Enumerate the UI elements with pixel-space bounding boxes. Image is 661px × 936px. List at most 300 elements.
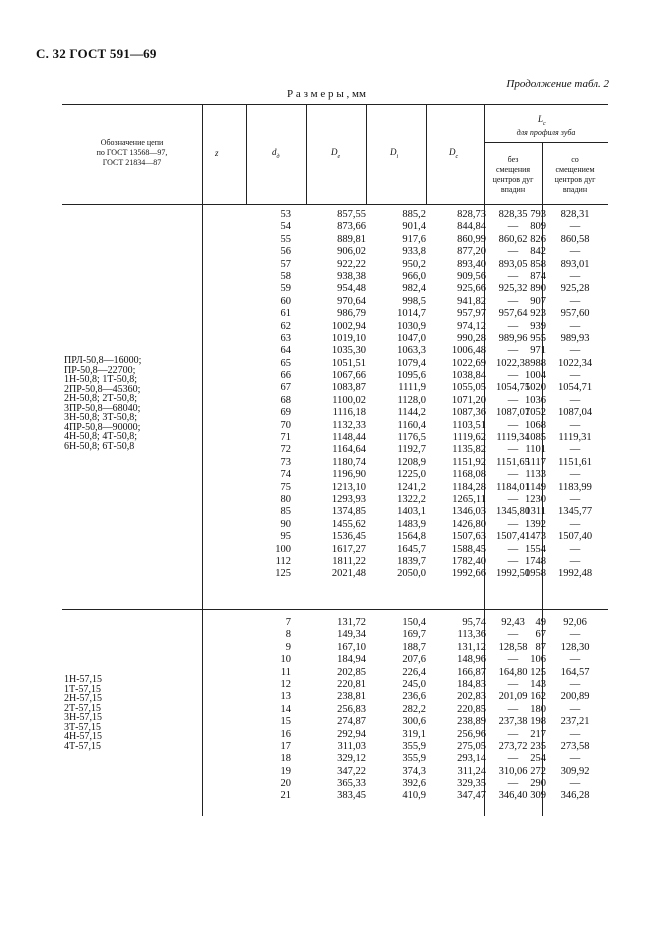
z-cell: 72 xyxy=(280,444,291,456)
l-with-shift-cell: — xyxy=(569,753,581,765)
d-cell: 1196,90 xyxy=(332,469,366,481)
dc-cell: 235 xyxy=(530,740,546,752)
da-cell: 1564,8 xyxy=(397,531,426,543)
l-no-shift-cell: — xyxy=(507,295,519,307)
d-cell: 1132,33 xyxy=(332,419,366,431)
da-cell: 1645,7 xyxy=(397,543,426,555)
l-with-shift-cell: — xyxy=(569,654,581,666)
dc-cell: 939 xyxy=(530,320,546,332)
l-header xyxy=(538,114,546,127)
table-row xyxy=(62,440,608,456)
chain-designation: 3Т-57,15 xyxy=(64,721,101,733)
z-cell: 14 xyxy=(280,703,291,715)
l-with-shift-cell: 1183,99 xyxy=(558,481,592,493)
sizes-title: Размеры xyxy=(287,88,347,100)
di-cell: 974,12 xyxy=(457,320,486,332)
l-with-shift-cell: — xyxy=(569,778,581,790)
table-row xyxy=(62,432,608,444)
z-cell: 59 xyxy=(280,283,291,295)
di-cell: 166,87 xyxy=(457,666,486,678)
d-cell: 873,66 xyxy=(337,221,366,233)
d-cell: 274,87 xyxy=(337,716,366,728)
chain-designation: 2Н-50,8; 2Т-50,8; xyxy=(64,393,138,404)
da-cell: 169,7 xyxy=(402,629,426,641)
col-divider xyxy=(366,104,367,204)
l-with-shift-cell: 200,89 xyxy=(560,691,590,703)
l-with-shift-cell: — xyxy=(569,629,581,641)
di-cell: 329,35 xyxy=(457,778,486,790)
da-cell: 1225,0 xyxy=(397,469,426,481)
l-no-shift-cell: 92,43 xyxy=(501,617,525,628)
z-cell: 71 xyxy=(280,432,291,444)
z-cell: 60 xyxy=(280,295,291,307)
d-cell: 1180,74 xyxy=(332,456,366,468)
di-cell: 1022,69 xyxy=(451,357,486,369)
d-cell: 167,10 xyxy=(337,641,366,653)
z-cell: 73 xyxy=(280,456,291,468)
z-cell: 69 xyxy=(280,407,291,419)
dc-cell: 988 xyxy=(530,357,546,369)
l-with-shift-cell: 893,01 xyxy=(560,258,590,270)
l-no-shift-cell: — xyxy=(507,518,519,530)
table-row xyxy=(62,209,608,221)
no-shift-line: впадин xyxy=(500,185,526,194)
d-cell: 238,81 xyxy=(337,691,366,703)
z-cell: 21 xyxy=(280,790,291,802)
z-cell: 64 xyxy=(280,345,291,357)
l-no-shift-cell: — xyxy=(507,270,519,282)
dc-cell: 793 xyxy=(530,209,546,220)
table-row xyxy=(62,482,608,494)
table-row xyxy=(62,457,608,469)
di-cell: 148,96 xyxy=(457,654,486,666)
d-cell: 1067,66 xyxy=(331,370,366,382)
d-cell: 1100,02 xyxy=(332,394,366,406)
da-cell: 1030,9 xyxy=(397,320,426,332)
l-with-shift-cell: — xyxy=(569,246,581,258)
da-cell: 236,6 xyxy=(402,691,426,703)
di-cell: 1992,66 xyxy=(451,568,486,580)
z-cell: 20 xyxy=(280,778,291,790)
di-cell: 184,83 xyxy=(457,678,486,690)
l-with-shift-cell: — xyxy=(569,678,581,690)
table-row xyxy=(62,741,608,753)
l-no-shift-cell: 957,64 xyxy=(498,308,528,320)
d-cell: 365,33 xyxy=(337,778,366,790)
z-cell: 19 xyxy=(280,765,291,777)
no-shift-header xyxy=(484,155,542,195)
d-cell: 1536,45 xyxy=(331,531,366,543)
da-cell: 355,9 xyxy=(402,753,426,765)
di-cell: 95,74 xyxy=(462,617,486,628)
z-cell: 90 xyxy=(280,518,291,530)
chain-designation: 4ПР-50,8—90000; xyxy=(64,421,141,433)
z-cell: 10 xyxy=(280,654,291,666)
no-shift-line: центров дуг xyxy=(492,175,534,184)
chain-designation: 2Н-57,15 xyxy=(64,693,103,704)
l-no-shift-cell: 237,38 xyxy=(498,716,528,728)
dc-cell: 1133 xyxy=(525,469,546,481)
da-cell: 1176,5 xyxy=(397,432,426,444)
di-cell: 893,40 xyxy=(457,258,486,270)
da-cell: 1483,9 xyxy=(397,518,426,530)
dc-cell: 1230 xyxy=(525,493,546,505)
dc-cell: 842 xyxy=(530,246,546,258)
table-row xyxy=(62,519,608,531)
chain-designation: 2ПР-50,8—45360; xyxy=(64,383,141,395)
l-with-shift-cell: 273,58 xyxy=(560,740,590,752)
l-no-shift-cell: 1054,75 xyxy=(495,382,531,394)
l-no-shift-cell: — xyxy=(507,221,519,233)
dc-cell: 67 xyxy=(535,629,546,641)
l-no-shift-cell: 1022,38 xyxy=(495,357,531,369)
d-cell: 1293,93 xyxy=(331,493,366,505)
d-cell: 1019,10 xyxy=(331,332,366,344)
table-row xyxy=(62,506,608,518)
dc-cell: 272 xyxy=(530,765,546,777)
col-divider xyxy=(246,104,247,204)
di-cell: 1038,84 xyxy=(451,370,486,382)
di-cell: 1782,40 xyxy=(451,555,486,567)
da-cell: 300,6 xyxy=(402,716,426,728)
l-with-shift-cell: — xyxy=(569,555,581,567)
z-cell: 95 xyxy=(280,531,291,543)
l-no-shift-cell: 128,58 xyxy=(498,641,528,653)
dc-cell: 1068 xyxy=(525,419,546,431)
table-row xyxy=(62,321,608,333)
da-cell: 1192,7 xyxy=(397,444,426,456)
z-cell: 7 xyxy=(285,617,291,628)
z-cell: 15 xyxy=(280,716,291,728)
da-sub: e xyxy=(337,153,341,160)
chain-designation: 2Т-57,15 xyxy=(64,702,101,714)
z-cell: 66 xyxy=(280,370,291,382)
da-cell: 1128,0 xyxy=(397,394,426,406)
dc-cell: 49 xyxy=(535,617,546,628)
table-row xyxy=(62,420,608,432)
l-with-shift-cell: — xyxy=(569,703,581,715)
designation-line: ГОСТ 21834—87 xyxy=(102,158,162,167)
dc-cell: 1020 xyxy=(525,382,546,394)
l-with-shift-cell: 1507,40 xyxy=(557,531,593,543)
dc-cell: 1101 xyxy=(525,444,546,456)
l-with-shift-cell: 860,58 xyxy=(560,233,590,245)
chain-designation: 6Н-50,8; 6Т-50,8 xyxy=(64,440,135,452)
col-divider xyxy=(426,104,427,204)
dimensions-table xyxy=(62,104,608,816)
no-shift-line: смещения xyxy=(495,165,531,174)
z-cell: 53 xyxy=(280,209,291,220)
z-cell: 58 xyxy=(280,270,291,282)
no-shift-line: без xyxy=(507,155,519,164)
d-cell: 906,02 xyxy=(337,246,366,258)
d-cell: 857,55 xyxy=(337,209,366,220)
table-row xyxy=(62,296,608,308)
dc-cell: 923 xyxy=(530,308,546,320)
sizes-unit: , мм xyxy=(346,88,366,100)
di-cell: 1119,62 xyxy=(452,432,486,444)
di-cell: 238,89 xyxy=(457,716,486,728)
with-shift-line: центров дуг xyxy=(554,175,596,184)
l-with-shift-cell: — xyxy=(569,270,581,282)
d-cell: 1083,87 xyxy=(331,382,366,394)
with-shift-line: впадин xyxy=(562,185,588,194)
di-cell: 860,99 xyxy=(457,233,486,245)
with-shift-header xyxy=(542,155,608,195)
di-cell: 220,85 xyxy=(457,703,486,715)
d-header xyxy=(272,147,280,160)
da-cell: 966,0 xyxy=(402,270,426,282)
da-cell: 1111,9 xyxy=(398,382,426,394)
chain-designation: 4Т-57,15 xyxy=(64,740,101,752)
da-cell: 950,2 xyxy=(402,258,426,270)
table-row xyxy=(62,234,608,246)
da-cell: 1079,4 xyxy=(397,357,426,369)
dc-cell: 858 xyxy=(530,258,546,270)
l-no-shift-cell: 893,05 xyxy=(498,258,528,270)
table-row xyxy=(62,790,608,802)
table-row xyxy=(62,308,608,320)
l-with-shift-cell: 1087,04 xyxy=(557,407,593,419)
dc-cell: 106 xyxy=(530,654,546,666)
di-cell: 202,83 xyxy=(457,691,486,703)
da-cell: 355,9 xyxy=(402,740,426,752)
d-cell: 1116,18 xyxy=(332,407,366,419)
table-row xyxy=(62,246,608,258)
l-with-shift-cell: — xyxy=(569,444,581,456)
da-cell: 885,2 xyxy=(402,209,426,220)
z-cell: 112 xyxy=(275,555,291,567)
da-cell: 226,4 xyxy=(402,666,426,678)
di-cell: 1055,05 xyxy=(451,382,486,394)
chain-designation: ПР-50,8—22700; xyxy=(64,364,136,376)
da-cell: 150,4 xyxy=(402,617,426,628)
with-shift-line: со xyxy=(571,155,579,164)
di-cell: 1103,51 xyxy=(452,419,486,431)
table-row xyxy=(62,691,608,703)
l-no-shift-cell: — xyxy=(507,320,519,332)
d-cell: 1213,10 xyxy=(331,481,366,493)
col-divider xyxy=(306,104,307,204)
da-cell: 1014,7 xyxy=(397,308,426,320)
l-with-shift-cell: — xyxy=(569,394,581,406)
z-cell: 56 xyxy=(280,246,291,258)
l-no-shift-cell: — xyxy=(507,493,519,505)
l-subheader-line xyxy=(484,142,608,143)
designation-header xyxy=(62,138,202,168)
da-main: D xyxy=(331,147,338,157)
l-no-shift-cell: 201,09 xyxy=(498,691,528,703)
z-cell: 9 xyxy=(285,641,291,653)
di-cell: 909,56 xyxy=(457,270,486,282)
da-cell: 2050,0 xyxy=(397,568,426,580)
l-no-shift-cell: — xyxy=(507,728,519,740)
d-cell: 131,72 xyxy=(337,617,366,628)
l-no-shift-cell: — xyxy=(507,678,519,690)
chain-designation: 4Н-50,8; 4Т-50,8; xyxy=(64,431,138,442)
z-cell: 100 xyxy=(275,543,291,555)
l-no-shift-cell: 273,72 xyxy=(498,740,528,752)
l-no-shift-cell: 164,80 xyxy=(498,666,528,678)
dc-cell: 1036 xyxy=(525,394,546,406)
da-cell: 1160,4 xyxy=(397,419,426,431)
l-no-shift-cell: — xyxy=(507,629,519,641)
l-with-shift-cell: 1992,48 xyxy=(557,568,593,580)
header-bottom-border xyxy=(62,204,608,205)
dc-cell: 1958 xyxy=(525,568,546,580)
z-cell: 61 xyxy=(280,308,291,320)
l-with-shift-cell: 92,06 xyxy=(563,617,587,628)
group-2-rows xyxy=(62,617,608,803)
dc-cell: 217 xyxy=(530,728,546,740)
da-cell: 917,6 xyxy=(402,233,426,245)
da-cell: 410,9 xyxy=(402,790,426,802)
dc-header xyxy=(449,147,458,160)
da-cell: 282,2 xyxy=(402,703,426,715)
l-no-shift-cell: 1507,41 xyxy=(495,531,531,543)
l-main: L xyxy=(538,114,544,124)
l-no-shift-cell: 310,06 xyxy=(498,765,528,777)
table-row xyxy=(62,642,608,654)
table-row xyxy=(62,395,608,407)
dc-cell: 1392 xyxy=(525,518,546,530)
da-cell: 319,1 xyxy=(402,728,426,740)
d-cell: 184,94 xyxy=(337,654,366,666)
di-main: D xyxy=(390,147,397,157)
z-cell: 16 xyxy=(280,728,291,740)
z-cell: 62 xyxy=(280,320,291,332)
l-no-shift-cell: 989,96 xyxy=(498,332,528,344)
di-cell: 1346,03 xyxy=(451,506,486,518)
l-no-shift-cell: — xyxy=(507,419,519,431)
dc-cell: 1004 xyxy=(525,370,546,382)
table-row xyxy=(62,629,608,641)
z-cell: 75 xyxy=(280,481,291,493)
da-cell: 374,3 xyxy=(402,765,426,777)
di-cell: 347,47 xyxy=(457,790,486,802)
l-with-shift-cell: 957,60 xyxy=(560,308,590,320)
di-cell: 256,96 xyxy=(457,728,486,740)
l-no-shift-cell: 346,40 xyxy=(498,790,528,802)
l-with-shift-cell: 1119,31 xyxy=(558,432,592,444)
d-cell: 954,48 xyxy=(337,283,366,295)
z-cell: 67 xyxy=(280,382,291,394)
dc-cell: 1149 xyxy=(525,481,546,493)
table-top-border xyxy=(62,104,608,105)
dc-cell: 1085 xyxy=(525,432,546,444)
dc-cell: 1117 xyxy=(525,456,546,468)
di-header xyxy=(390,147,398,160)
z-cell: 55 xyxy=(280,233,291,245)
sizes-caption xyxy=(287,88,366,100)
d-cell: 922,22 xyxy=(337,258,366,270)
d-cell: 1035,30 xyxy=(331,345,366,357)
z-cell: 70 xyxy=(280,419,291,431)
dc-cell: 1311 xyxy=(525,506,546,518)
l-with-shift-cell: 346,28 xyxy=(560,790,590,802)
l-with-shift-cell: 1151,61 xyxy=(558,456,592,468)
l-with-shift-cell: 828,31 xyxy=(560,209,590,220)
d-cell: 1617,27 xyxy=(331,543,366,555)
l-no-shift-cell: — xyxy=(507,370,519,382)
da-cell: 998,5 xyxy=(402,295,426,307)
z-cell: 8 xyxy=(285,629,291,641)
l-no-shift-cell: — xyxy=(507,654,519,666)
chain-designation: 1Н-50,8; 1Т-50,8; xyxy=(64,374,138,385)
d-cell: 2021,48 xyxy=(331,568,366,580)
da-cell: 1047,0 xyxy=(397,332,426,344)
l-with-shift-cell: 1345,77 xyxy=(557,506,593,518)
di-cell: 311,24 xyxy=(457,765,486,777)
dc-cell: 198 xyxy=(530,716,546,728)
d-cell: 1002,94 xyxy=(331,320,366,332)
table-row xyxy=(62,370,608,382)
l-with-shift-cell: 164,57 xyxy=(560,666,590,678)
di-cell: 957,97 xyxy=(457,308,486,320)
l-with-shift-cell: — xyxy=(569,370,581,382)
l-with-shift-cell: — xyxy=(569,493,581,505)
da-cell: 1322,2 xyxy=(397,493,426,505)
dc-sub: c xyxy=(455,153,459,160)
z-cell: 125 xyxy=(275,568,291,580)
l-no-shift-cell: 925,32 xyxy=(498,283,528,295)
dc-cell: 809 xyxy=(530,221,546,233)
l-no-shift-cell: — xyxy=(507,753,519,765)
l-sub: c xyxy=(543,120,546,127)
d-cell: 202,85 xyxy=(337,666,366,678)
table-row xyxy=(62,271,608,283)
dc-cell: 143 xyxy=(530,678,546,690)
table-row xyxy=(62,568,608,580)
chain-designation: 3Н-50,8; 3Т-50,8; xyxy=(64,412,138,423)
di-cell: 275,05 xyxy=(457,740,486,752)
z-cell: 65 xyxy=(280,357,291,369)
table-row xyxy=(62,679,608,691)
with-shift-line: смещением xyxy=(555,165,595,174)
di-cell: 990,28 xyxy=(457,332,486,344)
group-1-rows xyxy=(62,209,608,581)
l-no-shift-cell: — xyxy=(507,703,519,715)
d-cell: 1148,44 xyxy=(332,432,366,444)
table-row xyxy=(62,283,608,295)
z-cell: 74 xyxy=(280,469,291,481)
table-row xyxy=(62,778,608,790)
di-cell: 1151,92 xyxy=(452,456,486,468)
l-no-shift-cell: — xyxy=(507,555,519,567)
di-cell: 131,12 xyxy=(457,641,486,653)
continuation-label: Продолжение табл. 2 xyxy=(506,78,609,90)
l-with-shift-cell: 989,93 xyxy=(560,332,590,344)
d-cell: 1051,51 xyxy=(331,357,366,369)
l-no-shift-cell: — xyxy=(507,394,519,406)
z-cell: 12 xyxy=(280,678,291,690)
da-cell: 207,6 xyxy=(402,654,426,666)
l-with-shift-cell: — xyxy=(569,345,581,357)
l-no-shift-cell: 1087,07 xyxy=(495,407,531,419)
dc-cell: 890 xyxy=(530,283,546,295)
l-no-shift-cell: — xyxy=(507,543,519,555)
l-with-shift-cell: — xyxy=(569,469,581,481)
table-row xyxy=(62,221,608,233)
dc-cell: 874 xyxy=(530,270,546,282)
di-cell: 293,14 xyxy=(457,753,486,765)
z-cell: 63 xyxy=(280,332,291,344)
da-cell: 1839,7 xyxy=(397,555,426,567)
z-cell: 85 xyxy=(280,506,291,518)
d-sub: д xyxy=(276,153,280,160)
da-cell: 392,6 xyxy=(402,778,426,790)
dc-cell: 1748 xyxy=(525,555,546,567)
